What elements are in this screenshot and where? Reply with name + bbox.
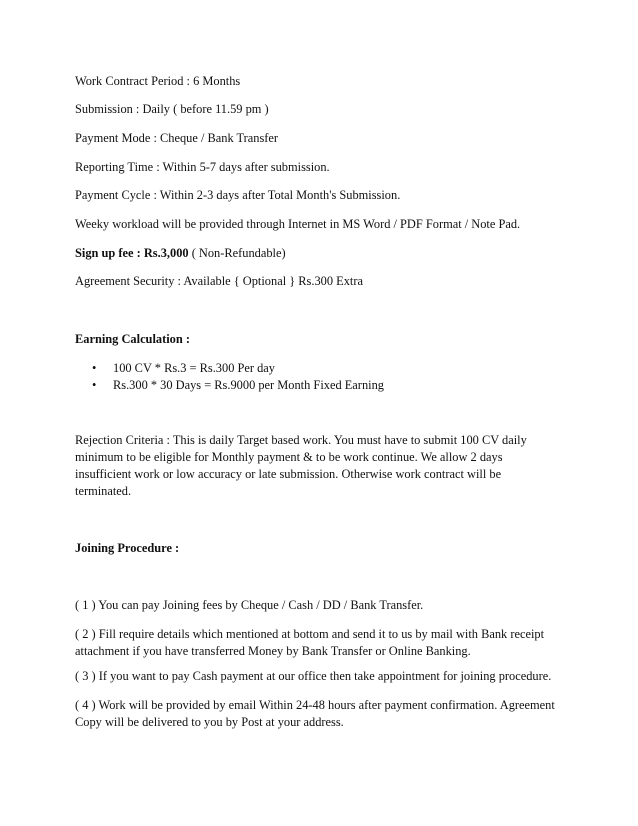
bullet-icon: • xyxy=(92,378,97,392)
list-item-text: 100 CV * Rs.3 = Rs.300 Per day xyxy=(113,361,275,375)
joining-step-3: ( 3 ) If you want to pay Cash payment at our office then take appointment for joining procedure. xyxy=(75,669,552,683)
reporting-time-line: Reporting Time : Within 5-7 days after submission. xyxy=(75,160,330,174)
list-item-text: Rs.300 * 30 Days = Rs.9000 per Month Fixed Earning xyxy=(113,378,384,392)
list-item xyxy=(75,377,575,394)
earning-heading xyxy=(75,331,190,348)
earning-list xyxy=(75,360,575,394)
paragraph-line: attachment if you have transferred Money by Bank Transfer or Online Banking. xyxy=(75,644,471,658)
list-item xyxy=(75,360,575,377)
paragraph-line: Copy will be delivered to you by Post at your address. xyxy=(75,715,344,729)
paragraph-line: Rejection Criteria : This is daily Target based work. You must have to submit 100 CV daily xyxy=(75,433,527,447)
signup-fee-note: ( Non-Refundable) xyxy=(188,246,286,260)
joining-step-4 xyxy=(75,697,570,731)
agreement-security-line: Agreement Security : Available { Optional } Rs.300 Extra xyxy=(75,274,363,288)
bullet-icon: • xyxy=(92,361,97,375)
paragraph-line: terminated. xyxy=(75,484,132,498)
workload-line: Weeky workload will be provided through Internet in MS Word / PDF Format / Note Pad. xyxy=(75,217,521,231)
paragraph-line: minimum to be eligible for Monthly payment & to be work continue. We allow 2 days xyxy=(75,450,503,464)
signup-fee-line xyxy=(75,245,286,262)
contract-period-line: Work Contract Period : 6 Months xyxy=(75,74,241,88)
earning-heading-text: Earning Calculation : xyxy=(75,332,190,346)
signup-fee-label: Sign up fee : Rs.3,000 xyxy=(75,246,189,260)
joining-heading-text: Joining Procedure : xyxy=(75,541,180,555)
paragraph-line: insufficient work or low accuracy or late submission. Otherwise work contract will be xyxy=(75,467,502,481)
rejection-criteria-paragraph xyxy=(75,432,570,500)
paragraph-line: ( 4 ) Work will be provided by email Within 24-48 hours after payment confirmation. Agreement xyxy=(75,698,555,712)
payment-mode-line: Payment Mode : Cheque / Bank Transfer xyxy=(75,131,279,145)
submission-line: Submission : Daily ( before 11.59 pm ) xyxy=(75,102,269,116)
joining-heading xyxy=(75,540,179,557)
joining-step-2 xyxy=(75,626,570,660)
joining-step-1: ( 1 ) You can pay Joining fees by Cheque / Cash / DD / Bank Transfer. xyxy=(75,598,424,612)
payment-cycle-line: Payment Cycle : Within 2-3 days after Total Month's Submission. xyxy=(75,188,401,202)
paragraph-line: ( 2 ) Fill require details which mentioned at bottom and send it to us by mail with Bank receipt xyxy=(75,627,545,641)
